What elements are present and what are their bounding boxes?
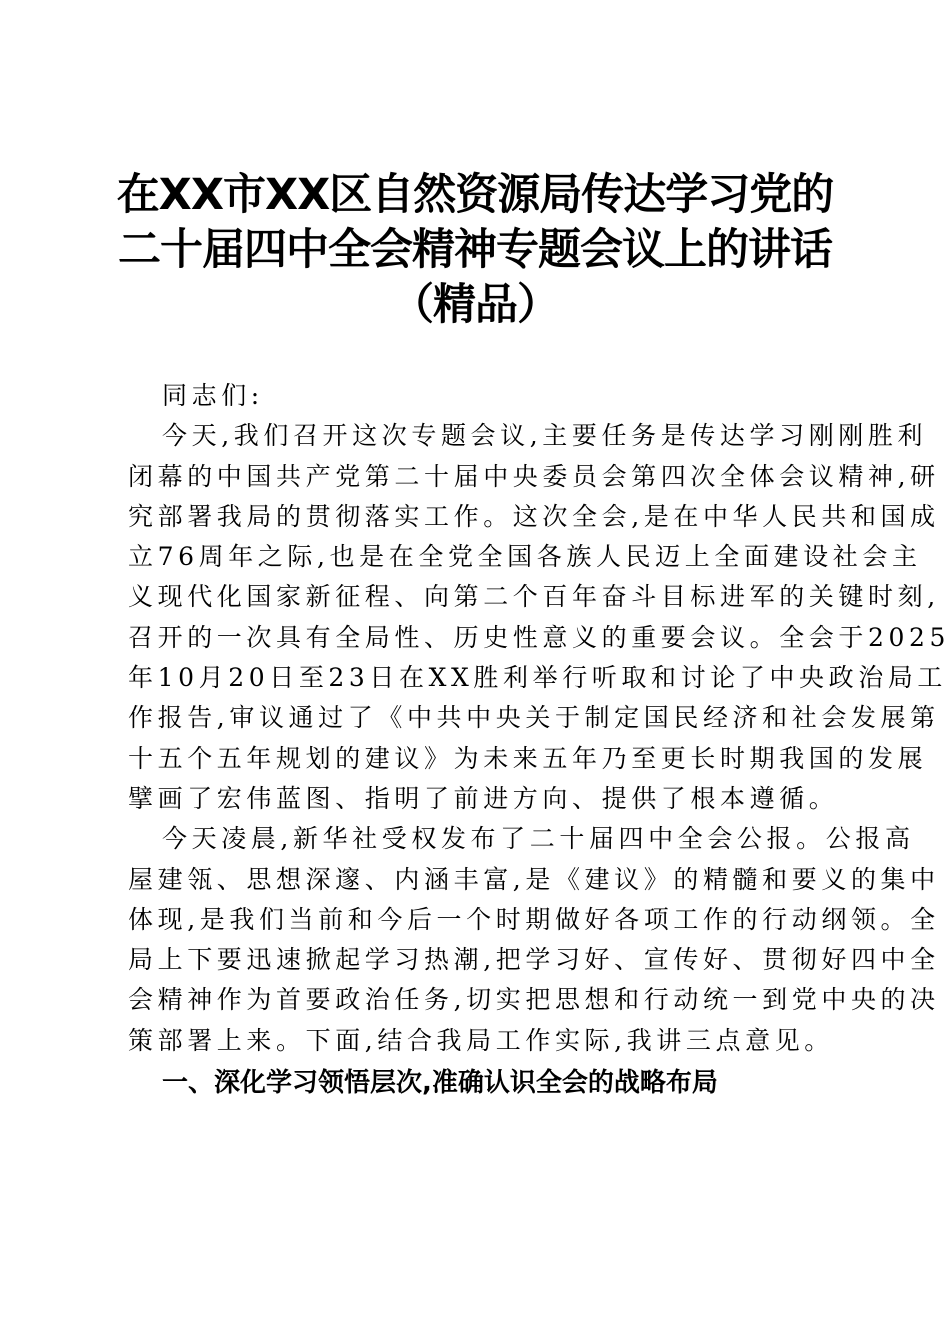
document-body — [128, 376, 950, 1103]
title-line-2: 二十届四中全会精神专题会议上的讲话 — [118, 225, 832, 275]
paragraph-2-line: 策部署上来。下面,结合我局工作实际,我讲三点意见。 — [128, 1025, 834, 1055]
paragraph-1-line: 作报告,审议通过了《中共中央关于制定国民经济和社会发展第 — [128, 703, 940, 733]
paragraph-1-line: 今天,我们召开这次专题会议,主要任务是传达学习刚刚胜利 — [162, 421, 928, 451]
paragraph-2-line: 今天凌晨,新华社受权发布了二十届四中全会公报。公报高 — [162, 824, 915, 854]
paragraph-1-line: 闭幕的中国共产党第二十届中央委员会第四次全体会议精神,研 — [128, 461, 940, 491]
paragraph-2-line: 体现,是我们当前和今后一个时期做好各项工作的行动纲领。全 — [128, 904, 940, 934]
paragraph-2 — [128, 819, 940, 1061]
section-heading-1: 一、深化学习领悟层次,准确认识全会的战略布局 — [162, 1068, 718, 1099]
paragraph-2-line: 会精神作为首要政治任务,切实把思想和行动统一到党中央的决 — [128, 985, 940, 1015]
paragraph-2-line: 屋建瓴、思想深邃、内涵丰富,是《建议》的精髓和要义的集中 — [128, 864, 940, 894]
paragraph-1-line: 擘画了宏伟蓝图、指明了前进方向、提供了根本遵循。 — [128, 783, 839, 813]
title-line-3: （精品） — [391, 280, 559, 330]
paragraph-1-line: 年10月20日至23日在XX胜利举行听取和讨论了中央政治局工 — [128, 663, 948, 693]
paragraph-1 — [128, 416, 950, 819]
greeting: 同志们: — [162, 381, 264, 410]
paragraph-1-line: 义现代化国家新征程、向第二个百年奋斗目标进军的关键时刻, — [128, 582, 940, 612]
document-title — [100, 168, 850, 333]
paragraph-1-line: 立76周年之际,也是在全党全国各族人民迈上全面建设社会主 — [128, 542, 922, 572]
title-line-1: 在XX市XX区自然资源局传达学习党的 — [116, 170, 834, 220]
paragraph-1-line: 十五个五年规划的建议》为未来五年乃至更长时期我国的发展 — [128, 743, 928, 773]
paragraph-1-line: 召开的一次具有全局性、历史性意义的重要会议。全会于2025 — [128, 622, 950, 652]
paragraph-2-line: 局上下要迅速掀起学习热潮,把学习好、宣传好、贯彻好四中全 — [128, 945, 940, 975]
paragraph-1-line: 究部署我局的贯彻落实工作。这次全会,是在中华人民共和国成 — [128, 501, 940, 531]
